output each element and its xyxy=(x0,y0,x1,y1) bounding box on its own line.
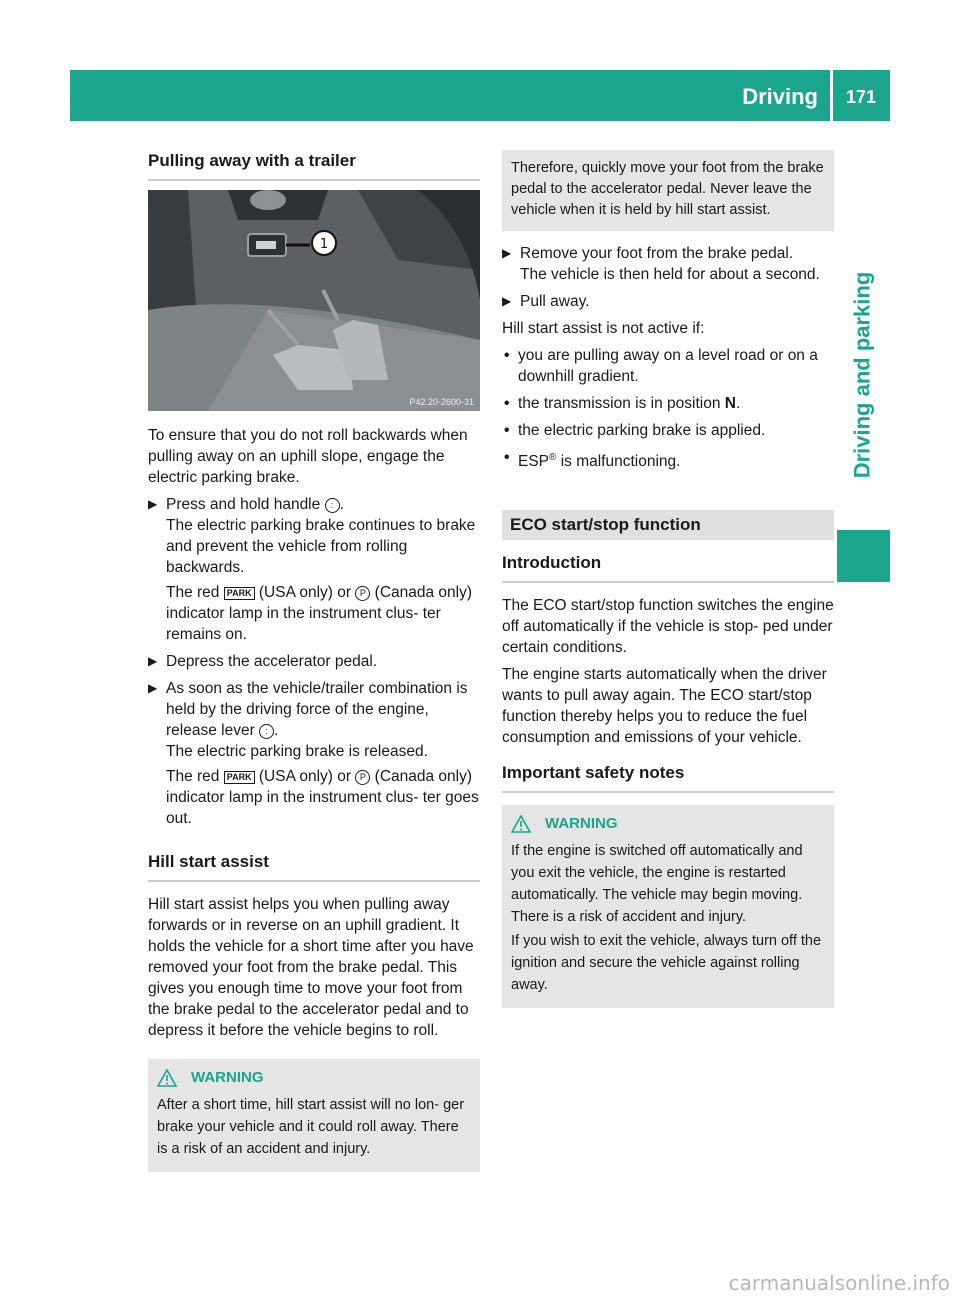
warning-box-hill xyxy=(148,1059,480,1172)
right-column xyxy=(502,150,834,1008)
intro-paragraph: To ensure that you do not roll backwards when pulling away on an uphill slope, engage the electric parking brake. xyxy=(148,427,468,486)
warning-text-1: If the engine is switched off automatically and you exit the vehicle, the engine is restarted automatically. The vehicle may begin moving. There is a risk of accident and injury. xyxy=(511,843,803,926)
heading-introduction: Introduction xyxy=(502,552,834,583)
lamp-note-off: The red PARK (USA only) or P (Canada only) indicator lamp in the instrument clus- ter goes out. xyxy=(166,768,479,827)
parking-brake-lamp-icon: P xyxy=(355,770,370,785)
warning-title: WARNING xyxy=(511,813,825,834)
pedal-figure xyxy=(148,190,480,411)
warning-box-eco xyxy=(502,805,834,1008)
left-column xyxy=(148,150,480,1172)
lamp-note-on: The red PARK (USA only) or P (Canada only) indicator lamp in the instrument clus- ter remains on. xyxy=(166,584,473,643)
step-pull-away: ▶ Pull away. xyxy=(502,293,590,310)
warning-triangle-icon xyxy=(511,815,531,833)
list-item: • the transmission is in position N. xyxy=(504,395,741,412)
step-remove-foot: ▶ Remove your foot from the brake pedal. The vehicle is then held for about a second. xyxy=(502,245,820,283)
pedal-illustration xyxy=(148,190,480,411)
step-arrow-icon: ▶ xyxy=(148,681,158,695)
list-item: • ESP® is malfunctioning. xyxy=(504,449,681,471)
inactive-intro: Hill start assist is not active if: xyxy=(502,320,705,337)
step-result: The vehicle is then held for about a second. xyxy=(520,266,820,283)
eco-intro-paragraph-1: The ECO start/stop function switches the engine off automatically if the vehicle is stop- ped under certain conditions. xyxy=(502,597,834,657)
heading-pulling-away: Pulling away with a trailer xyxy=(148,150,480,181)
svg-text:1: 1 xyxy=(319,237,329,252)
step-arrow-icon: ▶ xyxy=(148,497,158,511)
side-tab-label: Driving and parking xyxy=(849,271,875,479)
step-arrow-icon: ▶ xyxy=(148,654,158,668)
step-arrow-icon: ▶ xyxy=(502,294,512,308)
warning-triangle-icon xyxy=(157,1069,177,1087)
parking-brake-lamp-icon: P xyxy=(355,586,370,601)
heading-hill-start-assist: Hill start assist xyxy=(148,851,480,882)
section-banner-eco: ECO start/stop function xyxy=(502,510,834,540)
warning-text: After a short time, hill start assist will no lon- ger brake your vehicle and it could roll away. There is a risk of an accident and injury. xyxy=(157,1097,465,1157)
side-tab-marker xyxy=(837,530,890,582)
park-lamp-icon: PARK xyxy=(224,771,255,784)
step-press-handle: ▶ Press and hold handle : . The electric parking brake continues to brake and prevent the vehicle from rolling backwards. xyxy=(148,496,476,576)
step-release-lever: ▶ As soon as the vehicle/trailer combination is held by the driving force of the engine, release lever : . The electric parking brake is released. xyxy=(148,680,468,760)
side-chapter-tab xyxy=(834,240,890,510)
step-result: The electric parking brake continues to brake and prevent the vehicle from rolling backwards. xyxy=(166,517,476,576)
eco-intro-paragraph-2: The engine starts automatically when the driver wants to pull away again. The ECO start/stop function thereby helps you to reduce the fuel consumption and emissions of your vehicle. xyxy=(502,666,827,747)
warning-continued-text: Therefore, quickly move your foot from the brake pedal to the accelerator pedal. Never leave the vehicle when it is held by hill start assist. xyxy=(511,160,824,218)
warning-text-2: If you wish to exit the vehicle, always turn off the ignition and secure the vehicle against rolling away. xyxy=(511,933,822,994)
warning-title: WARNING xyxy=(157,1067,471,1088)
heading-safety-notes: Important safety notes xyxy=(502,762,834,793)
handle-ref-icon: : xyxy=(325,498,340,513)
lever-ref-icon: : xyxy=(259,724,274,739)
list-item: • the electric parking brake is applied. xyxy=(504,422,766,439)
site-watermark: carmanualsonline.info xyxy=(728,1271,950,1295)
step-arrow-icon: ▶ xyxy=(502,246,512,260)
step-result: The electric parking brake is released. xyxy=(166,743,428,760)
page-number: 171 xyxy=(845,87,876,107)
list-item: • you are pulling away on a level road or on a downhill gradient. xyxy=(504,347,818,385)
hill-start-paragraph: Hill start assist helps you when pulling away forwards or in reverse on an uphill gradient. It holds the vehicle for a short time after you have removed your foot from the brake pedal. This gives you enough time to move your foot from the brake pedal to the accelerator pedal and to depress it before the vehicle begins to roll. xyxy=(148,896,474,1039)
page-header xyxy=(70,70,890,121)
warning-continued-box xyxy=(502,150,834,231)
figure-code: P42.20-2600-31 xyxy=(409,397,474,407)
header-divider xyxy=(830,70,833,121)
step-depress-accelerator: ▶ Depress the accelerator pedal. xyxy=(148,653,378,670)
chapter-title: Driving xyxy=(742,84,818,109)
park-lamp-icon: PARK xyxy=(224,587,255,600)
